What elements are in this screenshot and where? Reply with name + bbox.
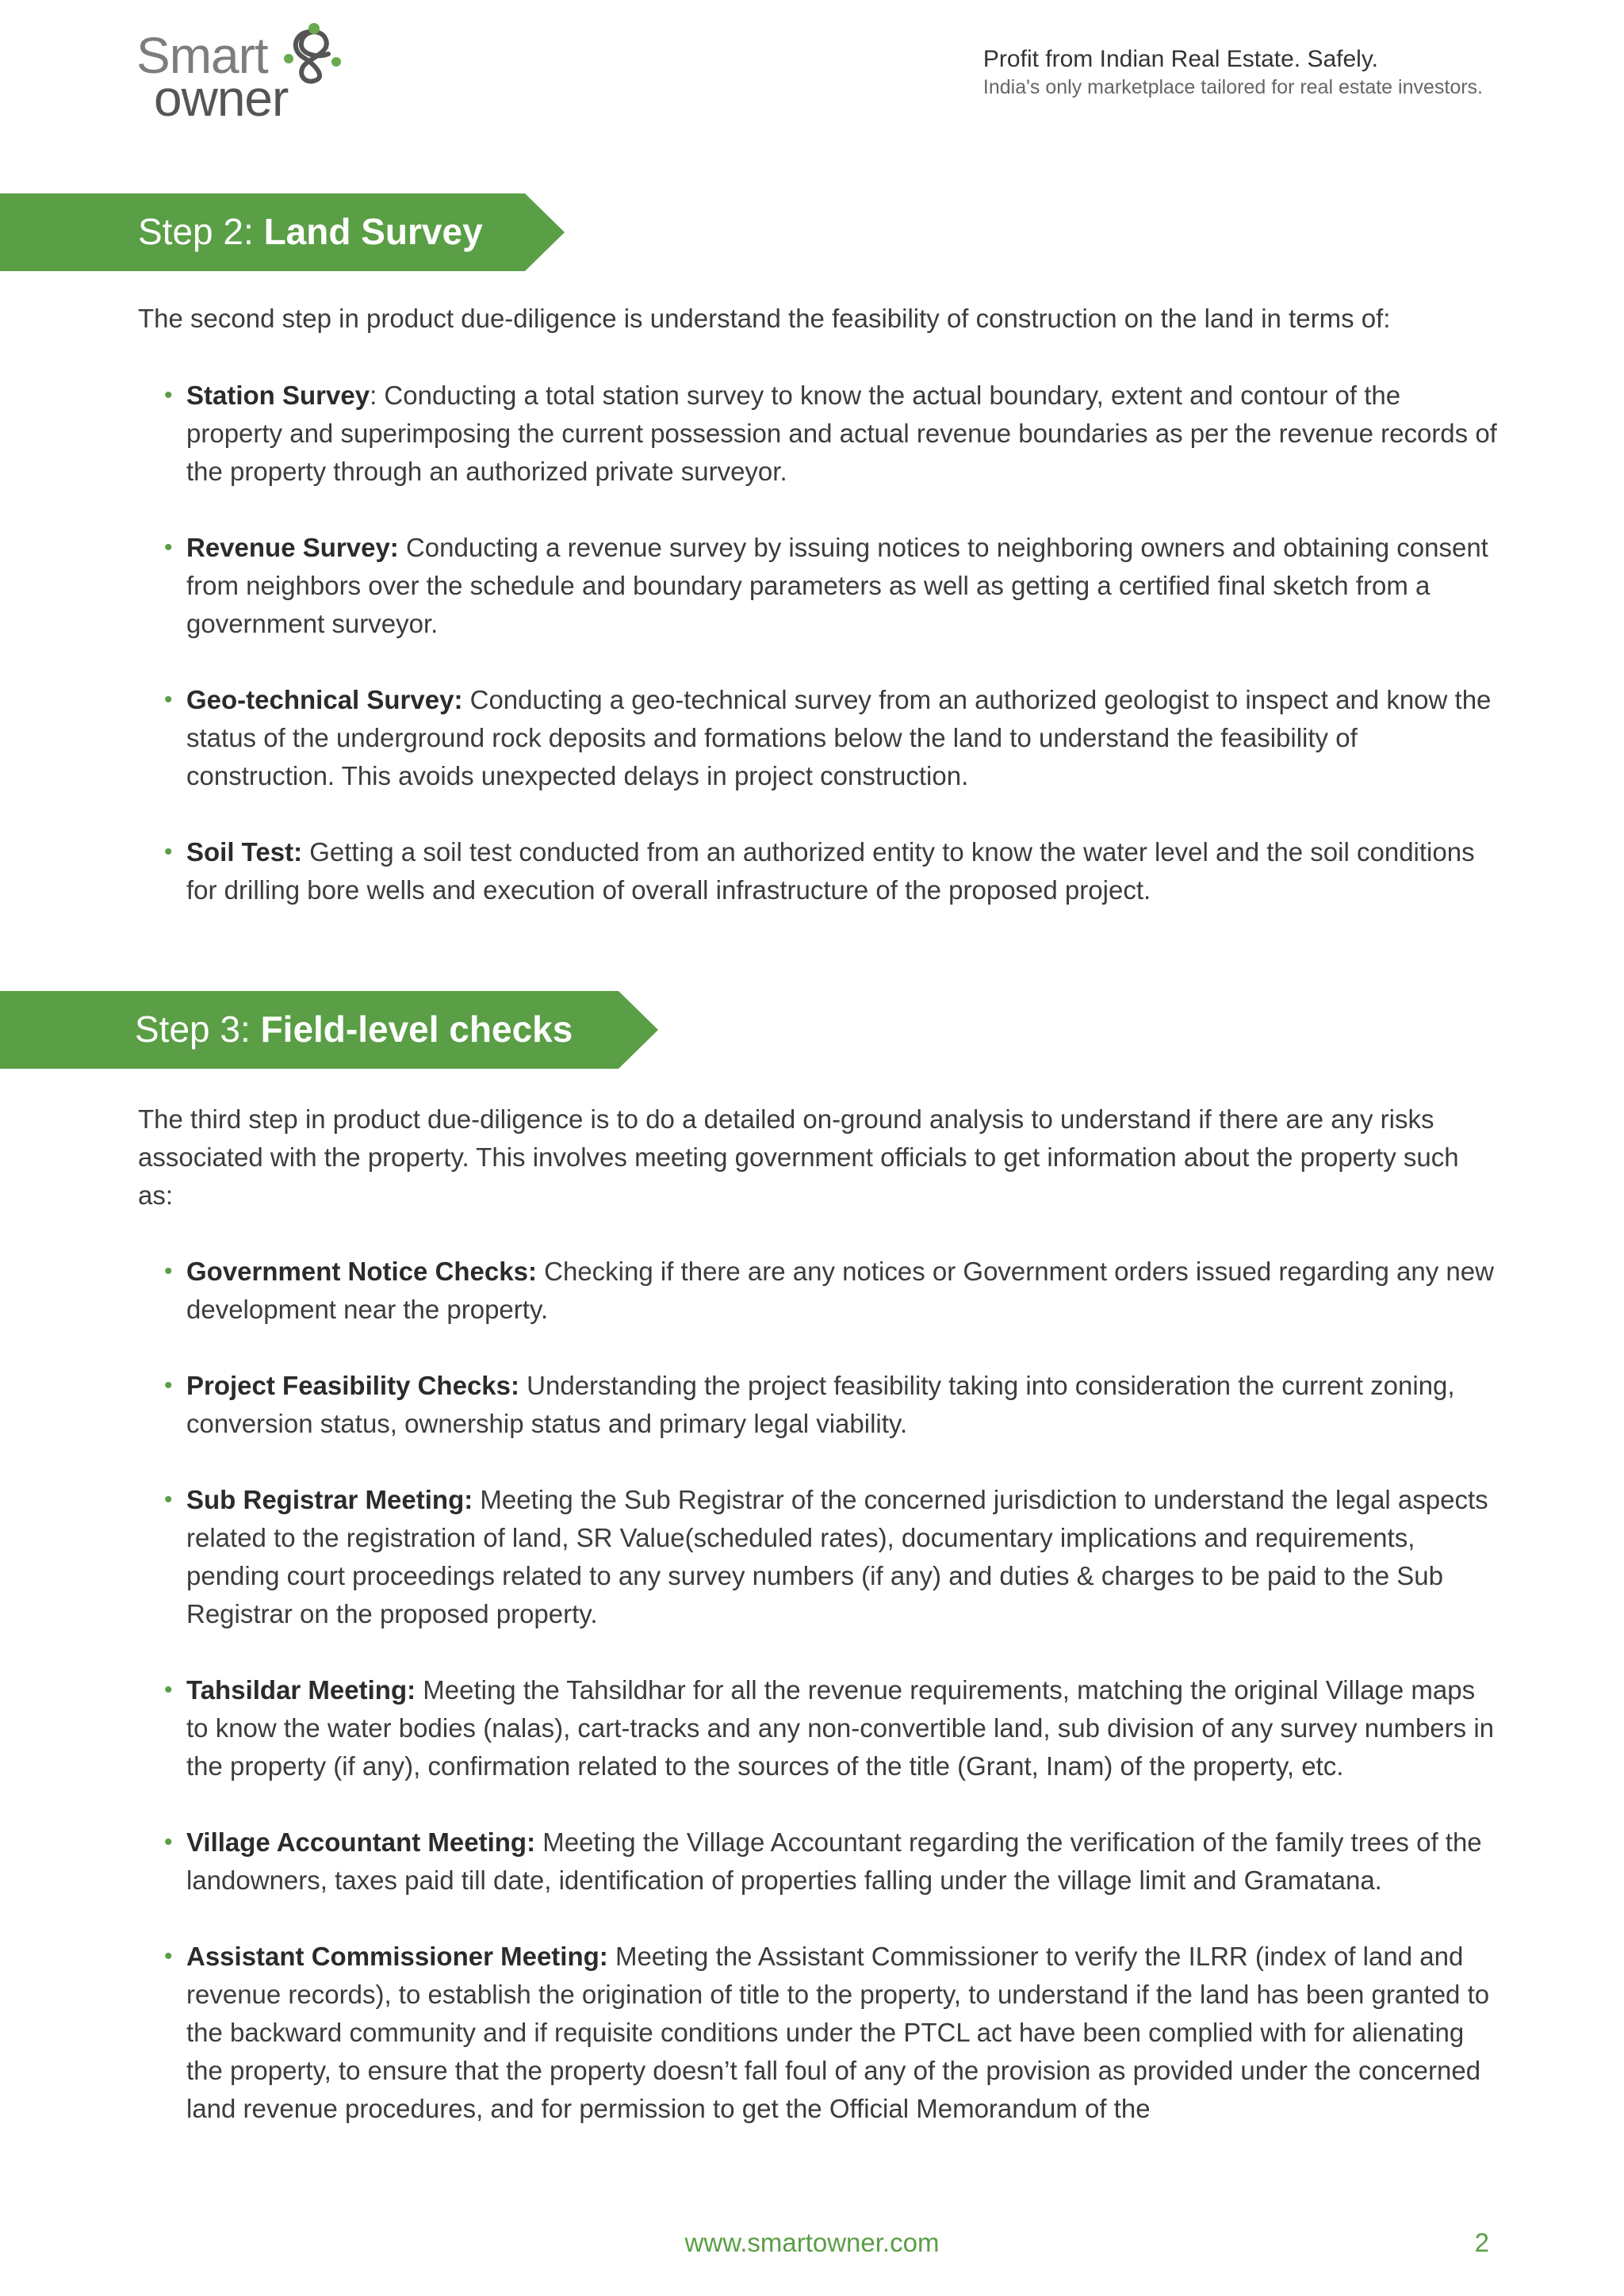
step-3-banner	[0, 991, 619, 1069]
footer-website-link[interactable]: www.smartowner.com	[684, 2228, 940, 2257]
bullet-dot-icon: •	[164, 382, 173, 408]
item-text: Conducting a revenue survey by issuing notices to neighboring owners and obtaining consent from neighbors over the schedule and boundary parameters as well as getting a certified final sketch from a government surveyor.	[186, 533, 1488, 638]
step-3-list	[0, 1253, 1624, 2166]
step-2-list	[0, 377, 1624, 947]
list-item	[0, 1253, 1624, 1329]
item-term: Soil Test:	[186, 837, 303, 867]
list-item	[0, 529, 1624, 643]
logo-knot-icon	[279, 22, 343, 86]
list-item	[0, 1823, 1624, 1900]
item-text: Getting a soil test conducted from an authorized entity to know the water level and the soil conditions for drilling bore wells and execution of overall infrastructure of the proposed project.	[186, 837, 1475, 905]
page-number: 2	[1474, 2228, 1489, 2257]
bullet-dot-icon: •	[164, 1258, 173, 1284]
item-term: Assistant Commissioner Meeting:	[186, 1942, 608, 1971]
list-item	[0, 377, 1624, 491]
step-2-intro: The second step in product due-diligence is understand the feasibility of construction on the land in terms of:	[138, 304, 1391, 333]
bullet-dot-icon: •	[164, 687, 173, 713]
tagline-subtitle: India's only marketplace tailored for real estate investors.	[982, 75, 1483, 98]
item-term: Revenue Survey:	[186, 533, 399, 562]
step-2-prefix: Step 2:	[138, 211, 264, 252]
header-tagline	[983, 44, 1483, 100]
step-2-banner	[0, 193, 525, 271]
bullet-dot-icon: •	[164, 1829, 173, 1855]
item-term: Project Feasibility Checks:	[186, 1371, 519, 1400]
bullet-dot-icon: •	[164, 1943, 173, 1969]
bullet-dot-icon: •	[164, 1487, 173, 1513]
logo-word-owner: owner	[154, 70, 289, 127]
bullet-dot-icon: •	[164, 839, 173, 865]
item-term: Sub Registrar Meeting:	[186, 1485, 473, 1514]
item-term: Tahsildar Meeting:	[186, 1675, 416, 1705]
item-text: Understanding the project feasibility taking into consideration the current zoning, conversion status, ownership status and primary legal viability.	[186, 1371, 1455, 1438]
step-2-title: Land Survey	[263, 211, 483, 252]
list-item	[0, 1671, 1624, 1785]
bullet-dot-icon: •	[164, 534, 173, 561]
item-text: : Conducting a total station survey to know the actual boundary, extent and contour of the property and superimposing the current possession and actual revenue boundaries as per the revenue records of the property through an authorized private surveyor.	[186, 381, 1497, 486]
logo-word-smart: Smart	[136, 27, 268, 84]
item-term: Geo-technical Survey:	[186, 685, 463, 714]
tagline-title: Profit from Indian Real Estate. Safely.	[982, 46, 1378, 72]
item-term: Station Survey	[186, 381, 370, 410]
step-3-prefix: Step 3:	[135, 1008, 261, 1050]
item-text: Meeting the Sub Registrar of the concerned jurisdiction to understand the legal aspects related to the registration of land, SR Value(scheduled rates), documentary implications and requirements, pending court proceedings related to any survey numbers (if any) and duties & charges to be paid to the Sub Registrar on the proposed property.	[186, 1485, 1488, 1628]
bullet-dot-icon: •	[164, 1677, 173, 1703]
item-term: Village Accountant Meeting:	[186, 1827, 536, 1857]
step-3-title: Field-level checks	[260, 1008, 573, 1050]
list-item	[0, 1938, 1624, 2128]
item-text: Meeting the Tahsildhar for all the revenue requirements, matching the original Village maps to know the water bodies (nalas), cart-tracks and any non-convertible land, sub division of any survey numbers in the property (if any), confirmation related to the sources of the title (Grant, Inam) of the property, etc.	[186, 1675, 1495, 1781]
bullet-dot-icon: •	[164, 1372, 173, 1399]
list-item	[0, 1481, 1624, 1633]
item-text: Meeting the Assistant Commissioner to verify the ILRR (index of land and revenue records), to establish the origination of title to the property, to understand if the land has been granted to the backward community and if requisite conditions under the PTCL act have been complied with for alienating the property, to ensure that the property doesn’t fall foul of any of the provision as provided under the concerned land revenue procedures, and for permission to get the Official Memorandum of the	[186, 1942, 1490, 2123]
list-item	[0, 833, 1624, 909]
list-item	[0, 1367, 1624, 1443]
item-text: Conducting a geo-technical survey from an authorized geologist to inspect and know the status of the underground rock deposits and formations below the land to understand the feasibility of construction. This avoids unexpected delays in project construction.	[186, 685, 1492, 790]
list-item	[0, 681, 1624, 795]
item-term: Government Notice Checks:	[186, 1257, 537, 1286]
item-text: Checking if there are any notices or Government orders issued regarding any new development near the property.	[186, 1257, 1494, 1324]
smartowner-logo	[135, 22, 349, 125]
item-text: Meeting the Village Accountant regarding the verification of the family trees of the landowners, taxes paid till date, identification of properties falling under the village limit and Gramatana.	[186, 1827, 1482, 1895]
step-3-intro: The third step in product due-diligence is to do a detailed on-ground analysis to understand if there are any risks associated with the property. This involves meeting government officials to get information about the property such as:	[138, 1104, 1459, 1210]
